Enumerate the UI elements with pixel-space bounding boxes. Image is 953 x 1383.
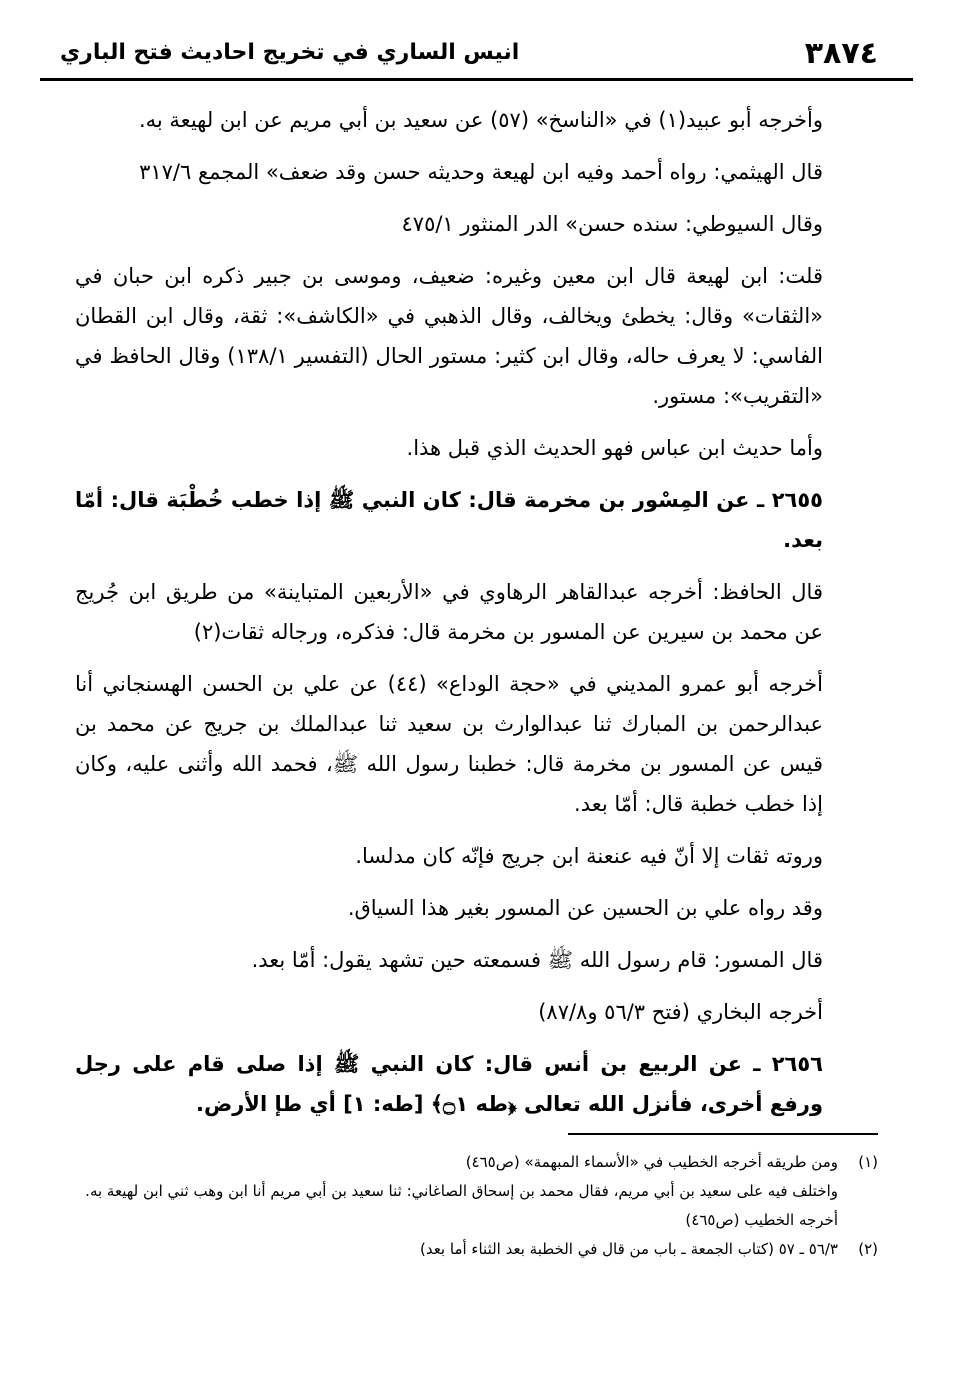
hadith-entry: ٢٦٥٥ ـ عن المِسْور بن مخرمة قال: كان النبي ﷺ إذا خطب خُطْبَة قال: أمّا بعد. xyxy=(75,488,823,552)
paragraph: قال الهيثمي: رواه أحمد وفيه ابن لهيعة وحديثه حسن وقد ضعف» المجمع ٣١٧/٦ xyxy=(139,160,823,184)
paragraph: قال الحافظ: أخرجه عبدالقاهر الرهاوي في «الأربعين المتباينة» من طريق ابن جُريج عن محمد بن سيرين عن المسور بن مخرمة قال: فذكره، ورجاله ثقات(٢) xyxy=(75,580,823,644)
footnote-text: ٥٦/٣ ـ ٥٧ (كتاب الجمعة ـ باب من قال في الخطبة بعد الثناء أما بعد) xyxy=(419,1240,838,1258)
footnote-number: (٢) xyxy=(858,1240,878,1258)
hadith-entry: ٢٦٥٦ ـ عن الربيع بن أنس قال: كان النبي ﷺ إذا صلى قام على رجل ورفع أخرى، فأنزل الله تعالى ﴿طه ۝١﴾ [طه: ١] أي طإ الأرض. xyxy=(75,1052,823,1116)
page-number: ٣٨٧٤ xyxy=(804,36,878,71)
running-title: انيس الساري في تخريج احاديث فتح الباري xyxy=(60,40,520,65)
paragraph: قلت: ابن لهيعة قال ابن معين وغيره: ضعيف، وموسى بن جبير ذكره ابن حبان في «الثقات» وقال: يخطئ ويخالف، وقال الذهبي في «الكاشف»: ثقة، وقال ابن القطان الفاسي: لا يعرف حاله، وقال ابن كثير: مستور الحال (التفسير ١٣٨/١) وقال الحافظ في «التقريب»: مستور. xyxy=(75,264,824,408)
paragraph: أخرجه أبو عمرو المديني في «حجة الوداع» (٤٤) عن علي بن الحسن الهسنجاني أنا عبدالرحمن بن المبارك ثنا عبدالوارث بن سعيد ثنا عبدالملك بن جريج عن محمد بن قيس عن المسور بن مخرمة قال: خطبنا رسول الله ﷺ، فحمد الله وأثنى عليه، وكان إذا خطب خطبة قال: أمّا بعد. xyxy=(75,672,823,816)
paragraph: وأخرجه أبو عبيد(١) في «الناسخ» (٥٧) عن سعيد بن أبي مريم عن ابن لهيعة به. xyxy=(138,108,823,132)
footnote-line: واختلف فيه على سعيد بن أبي مريم، فقال محمد بن إسحاق الصاغاني: ثنا سعيد بن أبي مريم أنا ابن وهب ثني ابن لهيعة به. xyxy=(85,1182,838,1200)
paragraph: أخرجه البخاري (فتح ٥٦/٣ و٨٧/٨) xyxy=(538,1000,823,1024)
paragraph: وقد رواه علي بن الحسين عن المسور بغير هذا السياق. xyxy=(347,896,823,920)
footnote-rule xyxy=(568,1133,878,1135)
header-rule xyxy=(40,78,913,81)
paragraph: قال المسور: قام رسول الله ﷺ فسمعته حين تشهد يقول: أمّا بعد. xyxy=(251,948,823,972)
paragraph: وروته ثقات إلا أنّ فيه عنعنة ابن جريج فإنّه كان مدلسا. xyxy=(355,844,823,868)
footnote-number: (١) xyxy=(858,1153,878,1171)
footnote-line: أخرجه الخطيب (ص٤٦٥) xyxy=(685,1211,838,1229)
paragraph: وأما حديث ابن عباس فهو الحديث الذي قبل هذا. xyxy=(406,436,823,460)
footnote-text: ومن طريقه أخرجه الخطيب في «الأسماء المبهمة» (ص٤٦٥) xyxy=(465,1153,838,1171)
footnote-line xyxy=(75,1148,878,1177)
paragraph: وقال السيوطي: سنده حسن» الدر المنثور ٤٧٥/١ xyxy=(401,212,823,236)
main-text xyxy=(75,100,823,1136)
footnote-line xyxy=(75,1235,878,1264)
page-header xyxy=(40,28,913,72)
footnotes xyxy=(75,1148,878,1264)
